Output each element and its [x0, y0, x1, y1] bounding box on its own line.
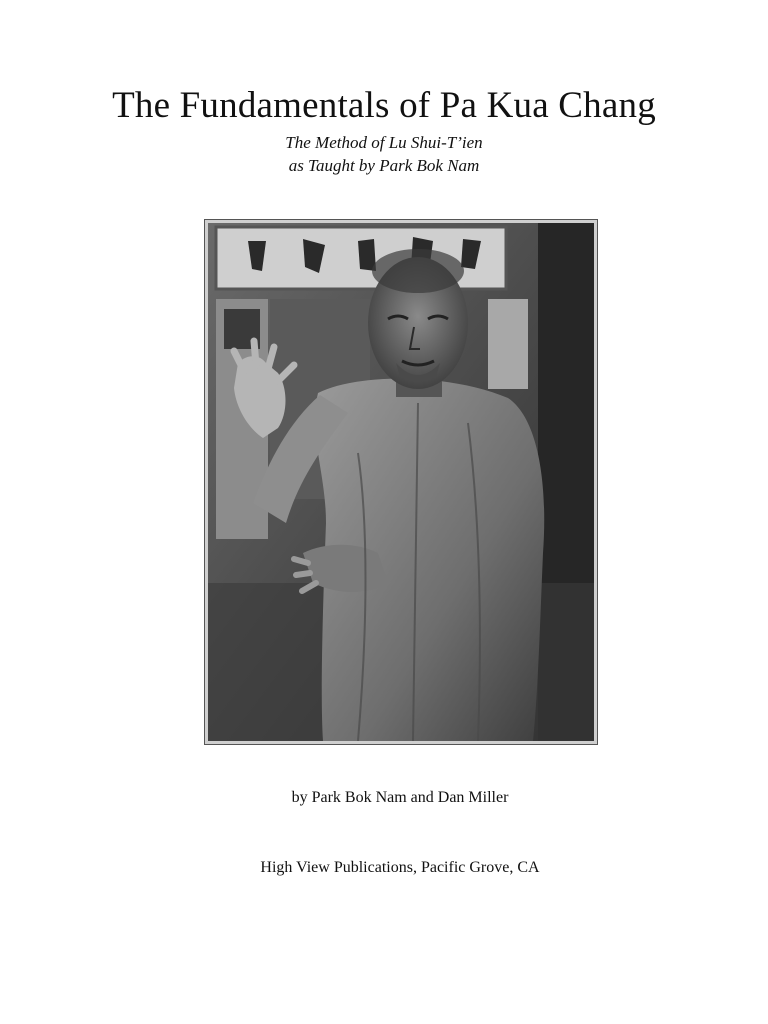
publisher-line: High View Publications, Pacific Grove, CA	[260, 859, 540, 876]
book-title: The Fundamentals of Pa Kua Chang	[112, 85, 656, 126]
authors-byline: by Park Bok Nam and Dan Miller	[291, 789, 509, 806]
subtitle-line-1: The Method of Lu Shui-T’ien	[285, 133, 483, 152]
subtitle-line-2: as Taught by Park Bok Nam	[288, 156, 480, 175]
photograph-illustration	[208, 223, 594, 741]
cover-photograph	[205, 220, 597, 744]
